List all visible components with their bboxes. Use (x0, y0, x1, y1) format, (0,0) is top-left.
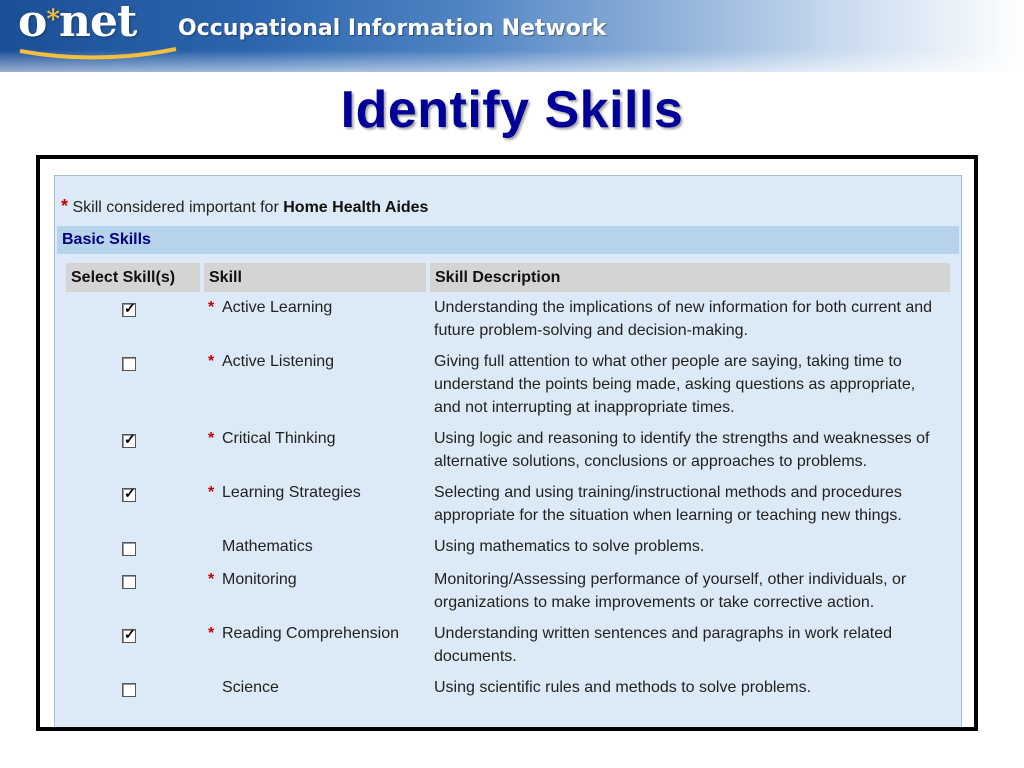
skill-name: Monitoring (222, 571, 297, 588)
table-row (66, 423, 950, 477)
skill-description: Using logic and reasoning to identify the strengths and weaknesses of alternative solutions, conclusions or approaches to problems. (434, 430, 930, 470)
skill-description: Using mathematics to solve problems. (434, 538, 705, 555)
section-header-basic-skills: Basic Skills (57, 226, 959, 254)
skill-description: Selecting and using training/instructional methods and procedures appropriate for the situation when learning or teaching new things. (434, 484, 902, 524)
skill-checkbox[interactable] (122, 683, 136, 697)
skill-checkbox[interactable] (122, 575, 136, 589)
checkmark-icon: ✓ (124, 485, 136, 501)
skill-description: Using scientific rules and methods to solve problems. (434, 679, 812, 696)
table-row (66, 346, 950, 423)
logo-swoosh-icon (18, 45, 178, 67)
skill-cell (204, 423, 426, 477)
importance-legend (61, 196, 428, 217)
skill-cell (204, 346, 426, 423)
skill-name: Critical Thinking (222, 430, 336, 447)
screenshot-frame (36, 155, 978, 731)
table-header-row (66, 263, 950, 292)
importance-star-icon: * (61, 196, 69, 216)
skill-description: Giving full attention to what other people are saying, taking time to understand the points being made, asking questions as appropriate, and not interrupting at inappropriate times. (434, 353, 916, 416)
select-cell (66, 618, 200, 672)
skill-name: Mathematics (222, 538, 313, 555)
column-header-select: Select Skill(s) (66, 263, 200, 292)
header-banner (0, 0, 1024, 72)
table-row (66, 477, 950, 531)
checkmark-icon: ✓ (124, 626, 136, 642)
table-row (66, 531, 950, 564)
table-row (66, 672, 950, 705)
onet-logo: o*net (18, 0, 137, 47)
skills-table (62, 263, 954, 705)
table-row (66, 618, 950, 672)
skills-panel (54, 175, 962, 731)
select-cell (66, 564, 200, 618)
skill-description: Understanding written sentences and paragraphs in work related documents. (434, 625, 893, 665)
page-title: Identify Skills (340, 81, 684, 139)
skill-name: Reading Comprehension (222, 625, 399, 642)
skill-name: Learning Strategies (222, 484, 361, 501)
select-cell (66, 292, 200, 346)
skill-checkbox[interactable] (122, 542, 136, 556)
skill-cell (204, 531, 426, 564)
checkmark-icon: ✓ (124, 431, 136, 447)
skill-checkbox[interactable] (122, 300, 136, 317)
select-cell (66, 346, 200, 423)
skill-description: Monitoring/Assessing performance of yourself, other individuals, or organizations to make improvements or take corrective action. (434, 571, 907, 611)
table-row (66, 292, 950, 346)
skill-description: Understanding the implications of new information for both current and future problem-solving and decision-making. (434, 299, 933, 339)
skill-name: Active Listening (222, 353, 335, 370)
importance-star-icon: * (208, 625, 215, 642)
network-title: Occupational Information Network (178, 16, 607, 41)
select-cell (66, 672, 200, 705)
skill-checkbox[interactable] (122, 485, 136, 502)
skill-cell (204, 618, 426, 672)
importance-star-icon: * (208, 430, 215, 447)
skill-name: Science (222, 679, 279, 696)
occupation-name: Home Health Aides (283, 199, 429, 216)
importance-star-icon: * (208, 484, 215, 501)
importance-star-icon: * (208, 299, 215, 316)
column-header-description: Skill Description (430, 263, 950, 292)
importance-star-icon: * (208, 353, 215, 370)
column-header-skill: Skill (204, 263, 426, 292)
select-cell (66, 531, 200, 564)
select-cell (66, 423, 200, 477)
skill-name: Active Learning (222, 299, 333, 316)
table-row (66, 564, 950, 618)
skill-checkbox[interactable] (122, 626, 136, 643)
skill-cell (204, 672, 426, 705)
checkmark-icon: ✓ (124, 300, 136, 316)
select-cell (66, 477, 200, 531)
skill-cell (204, 292, 426, 346)
skill-checkbox[interactable] (122, 431, 136, 448)
skill-cell (204, 564, 426, 618)
importance-star-icon: * (208, 571, 215, 588)
legend-text: Skill considered important for (72, 199, 284, 216)
skill-checkbox[interactable] (122, 357, 136, 371)
skill-cell (204, 477, 426, 531)
